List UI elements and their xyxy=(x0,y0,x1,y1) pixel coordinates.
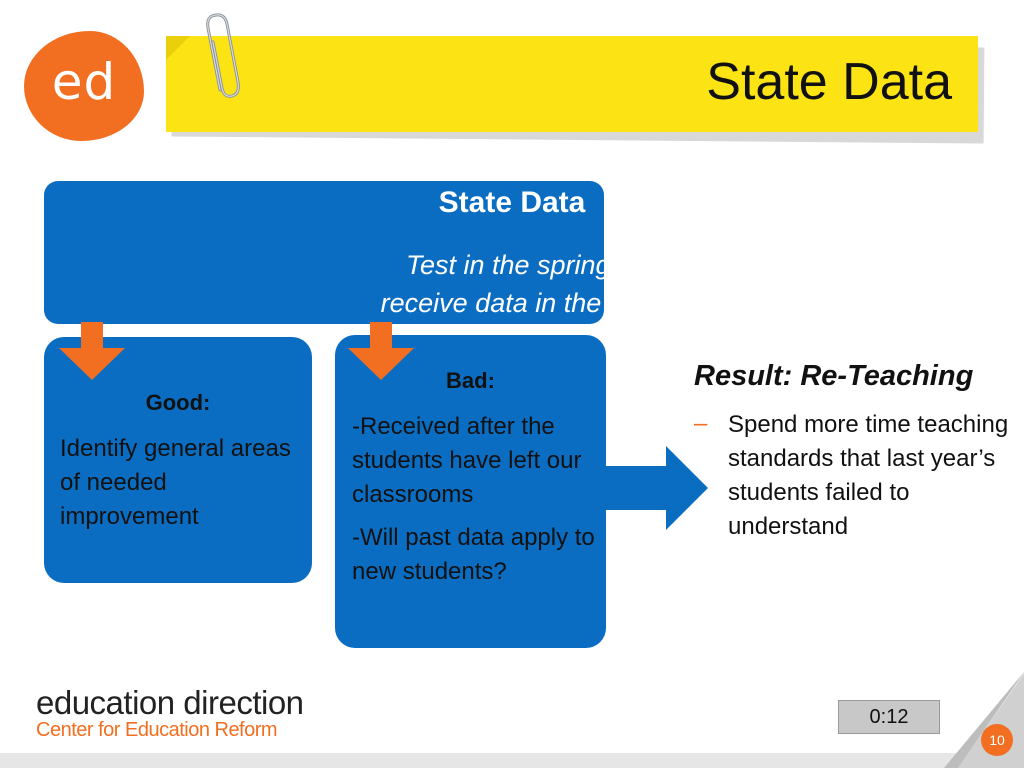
bad-point-1: -Received after the students have left our classrooms xyxy=(352,413,582,508)
arrow-down-icon xyxy=(57,322,127,382)
good-text: Identify general areas of needed improvement xyxy=(60,435,291,530)
timer: 0:12 xyxy=(838,700,940,734)
ed-logo xyxy=(24,31,144,141)
subtitle-line-2: receive data in the fall xyxy=(380,288,644,318)
state-data-box-subtitle xyxy=(0,246,1024,322)
state-data-box-title: State Data xyxy=(438,186,586,219)
bad-label: Bad: xyxy=(446,368,495,393)
subtitle-line-1: Test in the spring, xyxy=(405,250,619,280)
result-title: Result: Re-Teaching xyxy=(694,360,974,392)
bullet-dash: – xyxy=(694,410,708,437)
good-label: Good: xyxy=(145,390,211,415)
bottom-bar xyxy=(0,753,1024,768)
logo-text: ed xyxy=(51,53,117,111)
paperclip-icon xyxy=(198,12,258,112)
bad-point-2: -Will past data apply to new students? xyxy=(352,524,595,585)
page-number: 10 xyxy=(981,724,1013,756)
banner-fold xyxy=(166,36,190,60)
result-bullet: Spend more time teaching standards that last year’s students failed to understand xyxy=(728,411,1009,540)
brand-name: education direction xyxy=(36,684,304,721)
slide-title: State Data xyxy=(706,53,952,111)
arrow-right-icon xyxy=(604,446,710,530)
page-curl xyxy=(944,672,1024,768)
brand-subtitle: Center for Education Reform xyxy=(36,719,278,741)
